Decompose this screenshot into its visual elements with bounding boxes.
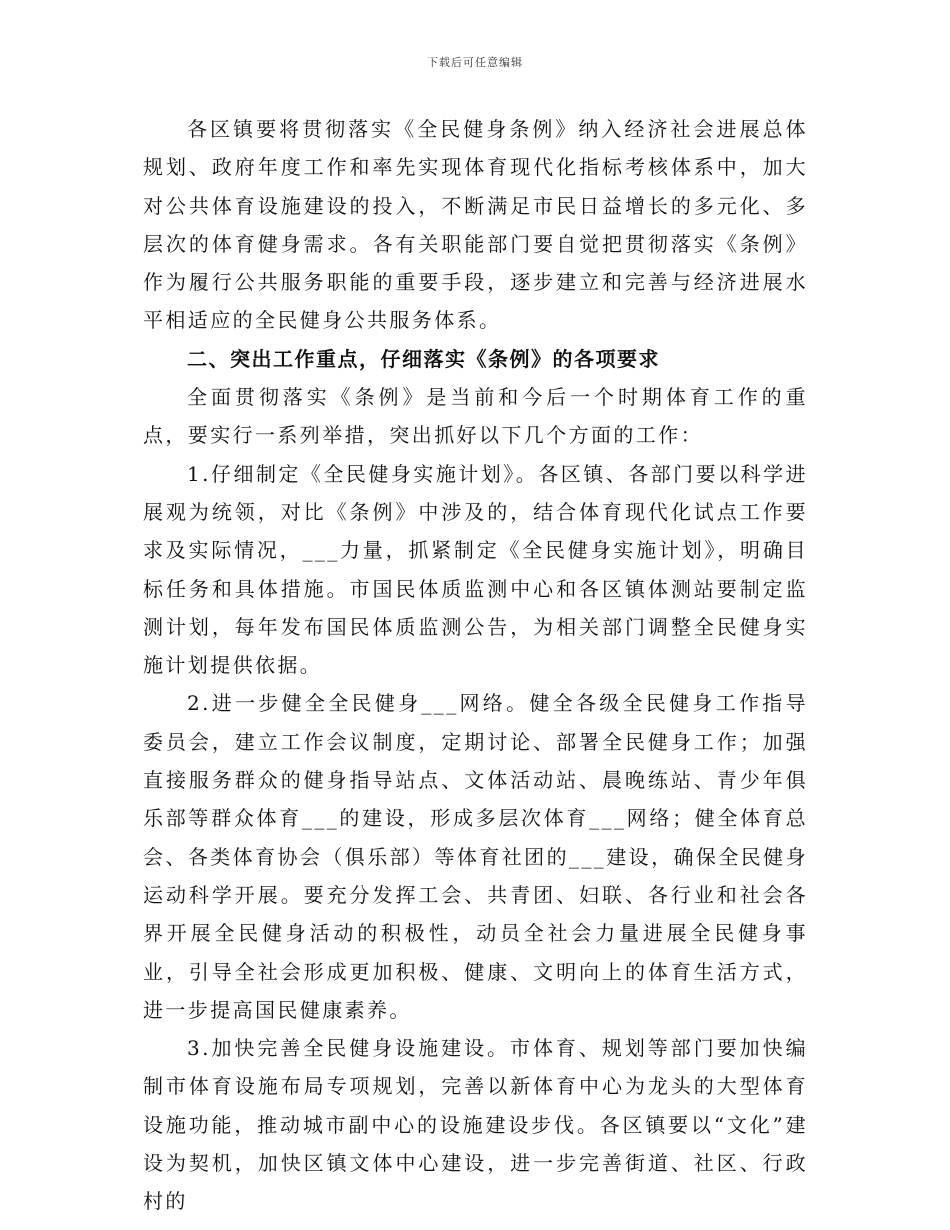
document-body	[143, 110, 808, 1221]
paragraph-implementation: 各区镇要将贯彻落实《全民健身条例》纳入经济社会进展总体规划、政府年度工作和率先实现体育现代化指标考核体系中，加大对公共体育设施建设的投入，不断满足市民日益增长的多元化、多层次的体育健身需求。各有关职能部门要自觉把贯彻落实《条例》作为履行公共服务职能的重要手段，逐步建立和完善与经济进展水平相适应的全民健身公共服务体系。	[143, 117, 808, 333]
paragraph-item-1: 1.仔细制定《全民健身实施计划》。各区镇、各部门要以科学进展观为统领，对比《条例》中涉及的，结合体育现代化试点工作要求及实际情况，___力量，抓紧制定《全民健身实施计划》，明确目标任务和具体措施。市国民体质监测中心和各区镇体测站要制定监测计划，每年发布国民体质监测公告，为相关部门调整全民健身实施计划提供依据。	[143, 461, 808, 678]
paragraph-item-2: 2.进一步健全全民健身___网络。健全各级全民健身工作指导委员会，建立工作会议制度，定期讨论、部署全民健身工作；加强直接服务群众的健身指导站点、文体活动站、晨晚练站、青少年俱乐部等群众体育___的建设，形成多层次体育___网络；健全体育总会、各类体育协会（俱乐部）等体育社团的___建设，确保全民健身运动科学开展。要充分发挥工会、共青团、妇联、各行业和社会各界开展全民健身活动的积极性，动员全社会力量进展全民健身事业，引导全社会形成更加积极、健康、文明向上的体育生活方式，进一步提高国民健康素养。	[143, 691, 808, 1022]
paragraph-item-3: 3.加快完善全民健身设施建设。市体育、规划等部门要加快编制市体育设施布局专项规划，完善以新体育中心为龙头的大型体育设施功能，推动城市副中心的设施建设步伐。各区镇要以“文化”建设为契机，加快区镇文体中心建设，进一步完善街道、社区、行政村的	[143, 1036, 808, 1214]
section-heading: 二、突出工作重点，仔细落实《条例》的各项要求	[187, 346, 660, 371]
page-header: 下载后可任意编辑	[427, 56, 523, 69]
paragraph-intro: 全面贯彻落实《条例》是当前和今后一个时期体育工作的重点，要实行一系列举措，突出抓好以下几个方面的工作：	[143, 385, 808, 448]
